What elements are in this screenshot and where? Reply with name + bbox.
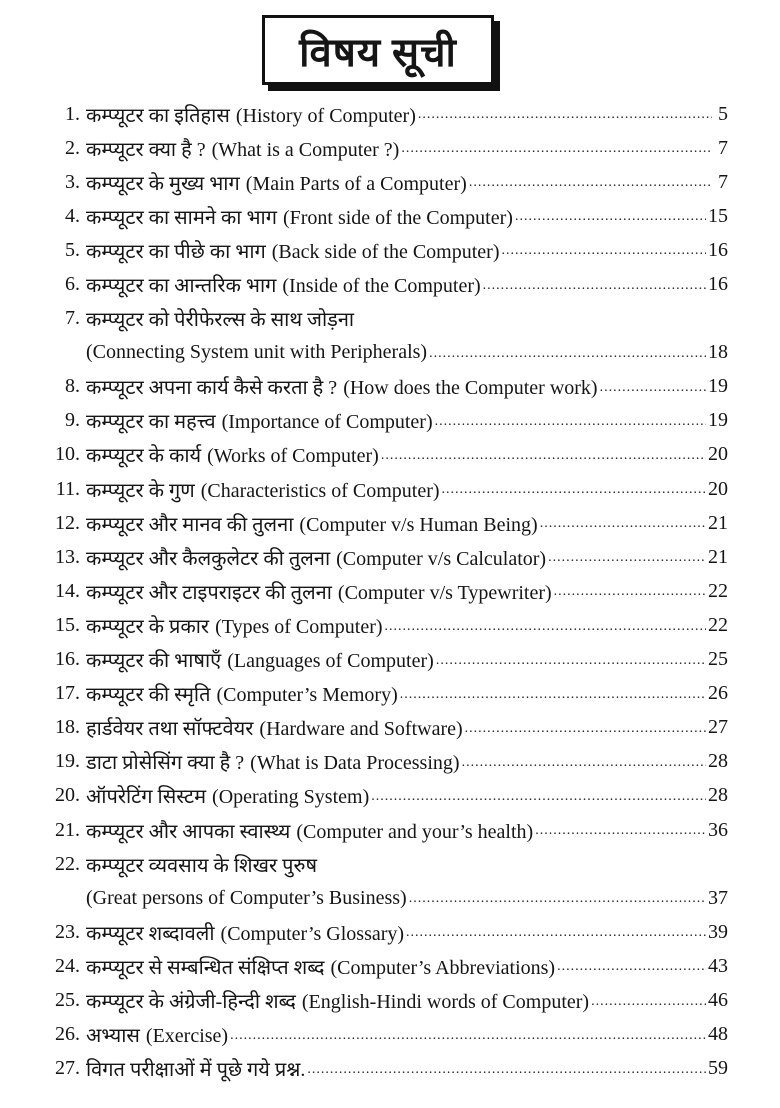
entry-page-number: 16 <box>708 273 728 296</box>
entry-hindi-title: कम्प्यूटर के अंग्रेजी-हिन्दी शब्द <box>86 990 296 1013</box>
entry-hindi-title: कम्प्यूटर और मानव की तुलना <box>86 513 294 536</box>
entry-number: 23. <box>55 920 80 943</box>
entry-text <box>86 748 460 775</box>
entry-number: 7. <box>65 307 80 330</box>
entry-page-number: 37 <box>708 886 728 909</box>
dot-leader <box>381 448 706 472</box>
entry-english-title: (Great persons of Computer’s Business) <box>86 886 407 909</box>
entry-page-number: 26 <box>708 682 728 705</box>
entry-hindi-title: कम्प्यूटर से सम्बन्धित संक्षिप्त शब्द <box>86 956 325 979</box>
dot-leader <box>465 721 706 745</box>
dot-leader <box>442 482 706 506</box>
toc-entry <box>40 131 728 165</box>
entry-text <box>86 817 533 844</box>
entry-number: 10. <box>55 443 80 466</box>
entry-english-title: (Importance of Computer) <box>221 411 433 434</box>
toc-entry <box>40 267 728 301</box>
entry-page-number: 48 <box>708 1023 728 1046</box>
entry-number: 11. <box>55 477 80 500</box>
toc-entry <box>40 199 728 233</box>
dot-leader <box>540 516 706 540</box>
entry-hindi-title: कम्प्यूटर के प्रकार <box>86 615 210 638</box>
entry-text <box>86 680 398 707</box>
entry-english-title: (What is Data Processing) <box>250 752 460 775</box>
entry-number: 6. <box>65 273 80 296</box>
entry-english-title: (History of Computer) <box>235 104 416 127</box>
dot-leader <box>501 243 706 267</box>
entry-number: 21. <box>55 818 80 841</box>
toc-entry <box>40 779 728 813</box>
entry-page-number: 46 <box>708 988 728 1011</box>
dot-leader <box>483 278 706 302</box>
entry-hindi-title: कम्प्यूटर को पेरीफेरल्स के साथ जोड़ना <box>86 309 355 332</box>
entry-hindi-title: कम्प्यूटर का पीछे का भाग <box>86 240 266 263</box>
entry-number: 3. <box>65 170 80 193</box>
entry-number: 8. <box>65 375 80 398</box>
entry-text <box>86 578 552 605</box>
entry-number: 14. <box>55 579 80 602</box>
entry-english-title: (Computer v/s Human Being) <box>299 513 538 536</box>
entry-number: 15. <box>55 613 80 636</box>
dot-leader <box>401 141 712 165</box>
entry-page-number: 18 <box>708 341 728 364</box>
table-of-contents <box>40 97 728 1086</box>
dot-leader <box>554 584 706 608</box>
entry-text <box>86 407 433 434</box>
entry-number: 17. <box>55 682 80 705</box>
entry-hindi-title: कम्प्यूटर की भाषाएँ <box>86 650 222 673</box>
entry-text <box>86 1021 228 1048</box>
entry-hindi-title: कम्प्यूटर के मुख्य भाग <box>86 172 240 195</box>
entry-number: 16. <box>55 648 80 671</box>
dot-leader <box>435 414 706 438</box>
entry-page-number: 22 <box>708 613 728 636</box>
entry-page-number: 36 <box>708 818 728 841</box>
entry-text <box>86 271 481 298</box>
entry-page-number: 59 <box>708 1057 728 1080</box>
entry-text <box>86 782 369 809</box>
dot-leader <box>548 550 706 574</box>
entry-hindi-title: ऑपरेटिंग सिस्टम <box>86 786 207 809</box>
dot-leader <box>385 619 706 643</box>
entry-english-title: (Computer’s Memory) <box>216 684 398 707</box>
entry-page-number: 28 <box>708 750 728 773</box>
entry-text <box>86 169 467 196</box>
entry-english-title: (Inside of the Computer) <box>282 275 481 298</box>
entry-text <box>86 373 598 400</box>
toc-entry <box>40 472 728 506</box>
entry-english-title: (Front side of the Computer) <box>282 206 513 229</box>
entry-hindi-title: विगत परीक्षाओं में पूछे गये प्रश्न. <box>86 1059 306 1082</box>
entry-english-title: (Computer v/s Typewriter) <box>337 581 552 604</box>
toc-entry <box>40 1018 728 1052</box>
entry-hindi-title: कम्प्यूटर व्यवसाय के शिखर पुरुष <box>86 854 318 877</box>
entry-number: 5. <box>65 238 80 261</box>
toc-entry <box>40 949 728 983</box>
entry-english-title: (Computer’s Abbreviations) <box>330 956 556 979</box>
entry-page-number: 20 <box>708 477 728 500</box>
toc-entry <box>40 370 728 404</box>
entry-hindi-title: कम्प्यूटर के गुण <box>86 479 195 502</box>
entry-text <box>86 135 399 162</box>
entry-text <box>86 953 555 980</box>
entry-text <box>86 476 440 503</box>
entry-number: 2. <box>65 136 80 159</box>
entry-number: 24. <box>55 954 80 977</box>
entry-text <box>86 919 404 946</box>
page-title: विषय सूची <box>299 29 457 75</box>
toc-entry <box>40 233 728 267</box>
entry-number: 13. <box>55 545 80 568</box>
entry-hindi-title: कम्प्यूटर और आपका स्वास्थ्य <box>86 820 291 843</box>
dot-leader <box>371 789 706 813</box>
entry-text <box>86 1055 305 1082</box>
toc-entry <box>40 302 728 336</box>
entry-hindi-title: कम्प्यूटर का महत्त्व <box>86 411 216 434</box>
entry-english-title: (What is a Computer ?) <box>211 138 400 161</box>
toc-entry <box>40 915 728 949</box>
entry-page-number: 5 <box>718 102 728 125</box>
entry-hindi-title: अभ्यास <box>86 1025 140 1048</box>
entry-hindi-title: कम्प्यूटर और कैलकुलेटर की तुलना <box>86 547 331 570</box>
dot-leader <box>230 1028 706 1052</box>
toc-entry <box>40 1052 728 1086</box>
entry-page-number: 7 <box>718 170 728 193</box>
toc-entry <box>40 165 728 199</box>
entry-hindi-title: कम्प्यूटर और टाइपराइटर की तुलना <box>86 581 332 604</box>
entry-english-title: (Back side of the Computer) <box>271 240 500 263</box>
dot-leader <box>557 959 706 983</box>
dot-leader <box>436 653 706 677</box>
entry-english-title: (Types of Computer) <box>215 615 383 638</box>
entry-page-number: 22 <box>708 579 728 602</box>
dot-leader <box>418 107 712 131</box>
entry-text <box>86 237 499 264</box>
entry-page-number: 19 <box>708 409 728 432</box>
toc-entry <box>40 574 728 608</box>
entry-text <box>86 544 546 571</box>
entry-page-number: 16 <box>708 238 728 261</box>
dot-leader <box>591 994 706 1018</box>
toc-entry <box>40 438 728 472</box>
dot-leader <box>400 687 706 711</box>
entry-english-title: (How does the Computer work) <box>343 377 598 400</box>
entry-page-number: 25 <box>708 648 728 671</box>
entry-page-number: 19 <box>708 375 728 398</box>
entry-number: 19. <box>55 750 80 773</box>
toc-entry <box>40 983 728 1017</box>
toc-entry <box>40 745 728 779</box>
dot-leader <box>469 175 712 199</box>
entry-number: 20. <box>55 784 80 807</box>
toc-entry <box>40 643 728 677</box>
entry-text <box>86 851 317 878</box>
entry-number: 18. <box>55 716 80 739</box>
entry-text <box>86 987 589 1014</box>
entry-number: 27. <box>55 1057 80 1080</box>
entry-number: 22. <box>55 852 80 875</box>
entry-number: 9. <box>65 409 80 432</box>
entry-page-number: 39 <box>708 920 728 943</box>
entry-page-number: 21 <box>708 545 728 568</box>
entry-english-title: (Operating System) <box>212 786 370 809</box>
entry-english-title: (Works of Computer) <box>207 445 379 468</box>
toc-entry <box>40 608 728 642</box>
entry-text <box>86 101 416 128</box>
toc-entry <box>40 404 728 438</box>
entry-number: 12. <box>55 511 80 534</box>
entry-text <box>86 612 383 639</box>
dot-leader <box>307 1062 706 1086</box>
dot-leader <box>462 755 706 779</box>
entry-english-title: (Main Parts of a Computer) <box>245 172 467 195</box>
entry-english-title: (Computer’s Glossary) <box>220 922 405 945</box>
toc-entry-continuation <box>40 881 728 915</box>
entry-number: 25. <box>55 988 80 1011</box>
entry-page-number: 21 <box>708 511 728 534</box>
title-box <box>262 15 494 85</box>
entry-english-title: (Languages of Computer) <box>227 650 434 673</box>
dot-leader <box>429 346 706 370</box>
entry-number: 26. <box>55 1023 80 1046</box>
entry-text <box>86 510 538 537</box>
toc-entry <box>40 540 728 574</box>
dot-leader <box>600 380 706 404</box>
entry-english-title: (English-Hindi words of Computer) <box>301 990 590 1013</box>
entry-text <box>86 441 379 468</box>
entry-english-title: (Characteristics of Computer) <box>200 479 440 502</box>
entry-hindi-title: डाटा प्रोसेसिंग क्या है ? <box>86 752 245 775</box>
entry-hindi-title: कम्प्यूटर की स्मृति <box>86 684 211 707</box>
entry-hindi-title: हार्डवेयर तथा सॉफ्टवेयर <box>86 718 254 741</box>
entry-page-number: 28 <box>708 784 728 807</box>
entry-english-title: (Connecting System unit with Peripherals) <box>86 341 428 364</box>
entry-page-number: 15 <box>708 204 728 227</box>
entry-text <box>86 203 513 230</box>
entry-hindi-title: कम्प्यूटर अपना कार्य कैसे करता है ? <box>86 377 338 400</box>
dot-leader <box>535 823 706 847</box>
entry-page-number: 43 <box>708 954 728 977</box>
entry-hindi-title: कम्प्यूटर का आन्तरिक भाग <box>86 275 277 298</box>
entry-hindi-title: कम्प्यूटर का सामने का भाग <box>86 206 277 229</box>
entry-english-title: (Exercise) <box>145 1025 229 1048</box>
entry-text <box>86 305 354 332</box>
entry-english-title: (Computer and your’s health) <box>296 820 534 843</box>
entry-page-number: 27 <box>708 716 728 739</box>
toc-entry-continuation <box>40 336 728 370</box>
entry-page-number: 20 <box>708 443 728 466</box>
entry-english-title: (Computer v/s Calculator) <box>336 547 547 570</box>
toc-entry <box>40 506 728 540</box>
entry-hindi-title: कम्प्यूटर का इतिहास <box>86 104 230 127</box>
entry-number: 1. <box>65 102 80 125</box>
toc-entry <box>40 711 728 745</box>
entry-number: 4. <box>65 204 80 227</box>
toc-entry <box>40 813 728 847</box>
dot-leader <box>409 891 706 915</box>
entry-hindi-title: कम्प्यूटर क्या है ? <box>86 138 206 161</box>
dot-leader <box>406 925 706 949</box>
toc-entry <box>40 847 728 881</box>
entry-page-number: 7 <box>718 136 728 159</box>
entry-english-title: (Hardware and Software) <box>259 718 463 741</box>
entry-text <box>86 646 434 673</box>
entry-text <box>86 714 463 741</box>
entry-hindi-title: कम्प्यूटर शब्दावली <box>86 922 215 945</box>
toc-entry <box>40 97 728 131</box>
toc-entry <box>40 677 728 711</box>
dot-leader <box>515 209 706 233</box>
entry-hindi-title: कम्प्यूटर के कार्य <box>86 445 202 468</box>
